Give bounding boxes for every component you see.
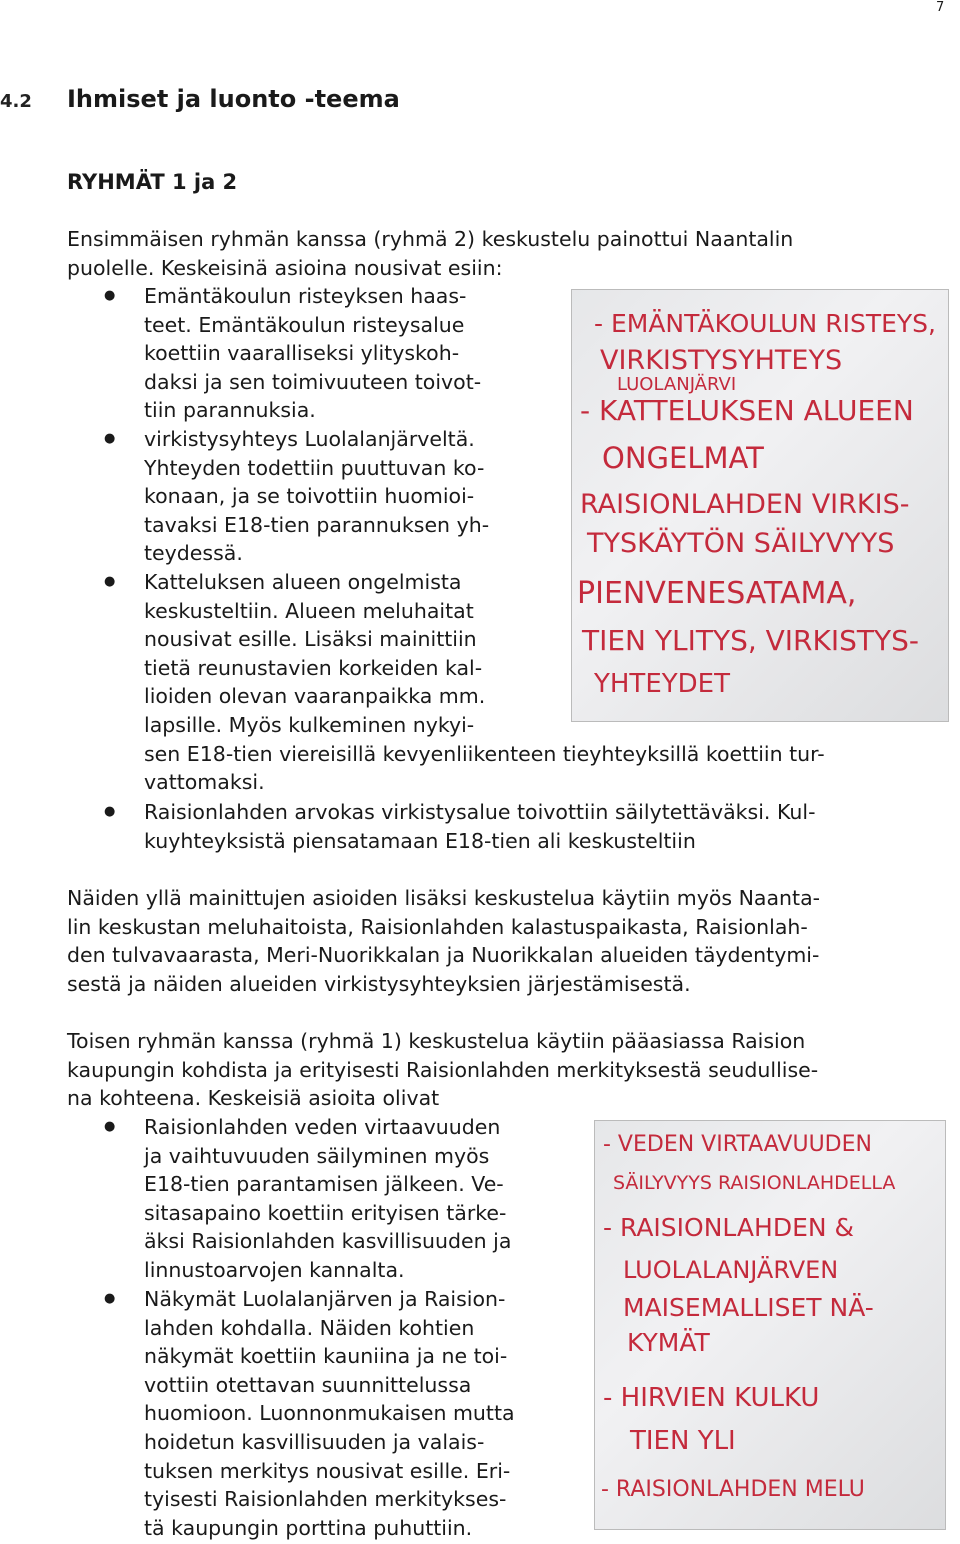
- handwriting-line: ONGELMAT: [602, 441, 764, 475]
- list-item: [144, 798, 815, 855]
- text-line: vattomaksi.: [144, 770, 265, 795]
- text-line: tavaksi E18-tien parannuksen yh-: [144, 512, 490, 537]
- text-line: keskusteltiin. Alueen meluhaitat: [144, 598, 474, 623]
- section-heading: [0, 84, 400, 117]
- handwriting-line: - EMÄNTÄKOULUN RISTEYS,: [594, 309, 936, 338]
- bullet: ●: [104, 804, 116, 819]
- group-subheading: RYHMÄT 1 ja 2: [67, 170, 238, 194]
- whiteboard-photo-2: [594, 1120, 946, 1530]
- bullet: ●: [104, 288, 116, 303]
- list-item: [144, 282, 481, 425]
- text-line: näkymät koettiin kauniina ja ne toi-: [144, 1344, 508, 1369]
- handwriting-line: - RAISIONLAHDEN &: [603, 1213, 855, 1242]
- text-line: linnustoarvojen kannalta.: [144, 1257, 405, 1282]
- text-line: teydessä.: [144, 541, 243, 566]
- text-line: nousivat esille. Lisäksi mainittiin: [144, 627, 477, 652]
- text-line: tietä reunustavien korkeiden kal-: [144, 655, 483, 680]
- paragraph-2: [67, 884, 947, 998]
- handwriting-line: TIEN YLI: [630, 1426, 736, 1456]
- text-line: na kohteena. Keskeisiä asioita olivat: [67, 1086, 440, 1111]
- text-line: koettiin vaaralliseksi ylityskoh-: [144, 341, 460, 366]
- section-title: Ihmiset ja luonto -teema: [67, 85, 400, 113]
- text-line: Raisionlahden veden virtaavuuden: [144, 1115, 501, 1139]
- handwriting-line: PIENVENESATAMA,: [577, 576, 857, 611]
- handwriting-line: YHTEYDET: [594, 669, 730, 699]
- handwriting-line: VIRKISTYSYHTEYS: [600, 345, 843, 376]
- text-line: E18-tien parantamisen jälkeen. Ve-: [144, 1172, 504, 1197]
- list-item: [144, 425, 489, 568]
- handwriting-line: - RAISIONLAHDEN MELU: [601, 1477, 865, 1502]
- handwriting-line: SÄILYVYYS RAISIONLAHDELLA: [613, 1172, 896, 1194]
- text-line: teet. Emäntäkoulun risteysalue: [144, 312, 465, 337]
- text-line: kaupungin kohdista ja erityisesti Raisionlahden merkityksestä seudullise-: [67, 1057, 819, 1082]
- text-line: lioiden olevan vaaranpaikka mm.: [144, 684, 486, 709]
- text-line: konaan, ja se toivottiin huomioi-: [144, 484, 475, 509]
- text-line: lahden kohdalla. Näiden kohtien: [144, 1315, 475, 1340]
- text-line: Toisen ryhmän kanssa (ryhmä 1) keskustelua käytiin pääasiassa Raision: [67, 1029, 806, 1053]
- handwriting-line: TYSKÄYTÖN SÄILYVYYS: [587, 528, 895, 559]
- text-line: Emäntäkoulun risteyksen haas-: [144, 284, 467, 308]
- text-line: den tulvavaarasta, Meri-Nuorikkalan ja Nuorikkalan alueiden täydentymi-: [67, 943, 820, 968]
- text-line: Näkymät Luolalanjärven ja Raision-: [144, 1287, 506, 1311]
- text-line: Ensimmäisen ryhmän kanssa (ryhmä 2) keskustelu painottui Naantalin: [67, 227, 794, 251]
- list-item: [144, 1285, 515, 1542]
- text-line: huomioon. Luonnonmukaisen mutta: [144, 1401, 515, 1426]
- handwriting-line: MAISEMALLISET NÄ-: [623, 1293, 874, 1322]
- handwriting-line: LUOLALANJÄRVEN: [623, 1256, 839, 1284]
- handwriting-line: - KATTELUKSEN ALUEEN: [580, 394, 914, 427]
- bullet: ●: [104, 1291, 116, 1306]
- text-line: sitasapaino koettiin erityisen tärke-: [144, 1200, 507, 1225]
- text-line: Raisionlahden arvokas virkistysalue toivottiin säilytettäväksi. Kul-: [144, 800, 816, 824]
- list-item: [144, 1113, 511, 1285]
- text-line: kuyhteyksistä piensatamaan E18-tien ali keskusteltiin: [144, 828, 696, 853]
- handwriting-line: - VEDEN VIRTAAVUUDEN: [603, 1132, 872, 1157]
- whiteboard-photo-1: [571, 289, 949, 722]
- text-line: tyisesti Raisionlahden merkitykses-: [144, 1487, 507, 1512]
- handwriting-line: LUOLANJÄRVI: [617, 374, 737, 395]
- text-line: tuksen merkitys nousivat esille. Eri-: [144, 1458, 511, 1483]
- page-number: 7: [936, 0, 945, 15]
- text-line: Näiden yllä mainittujen asioiden lisäksi keskustelua käytiin myös Naanta-: [67, 886, 821, 910]
- text-line: daksi ja sen toimivuuteen toivot-: [144, 369, 482, 394]
- text-line: sen E18-tien viereisillä kevyenliikenteen tieyhteyksillä koettiin tur-: [144, 741, 825, 766]
- text-line: Katteluksen alueen ongelmista: [144, 570, 462, 594]
- text-line: lapsille. Myös kulkeminen nykyi-: [144, 712, 475, 737]
- intro-paragraph: [67, 225, 947, 282]
- handwriting-line: KYMÄT: [627, 1328, 710, 1357]
- text-line: puolelle. Keskeisinä asioina nousivat esiin:: [67, 255, 503, 280]
- bullet: ●: [104, 431, 116, 446]
- handwriting-line: - HIRVIEN KULKU: [603, 1383, 820, 1413]
- handwriting-line: TIEN YLITYS, VIRKISTYS-: [582, 624, 919, 657]
- text-line: Yhteyden todettiin puuttuvan ko-: [144, 455, 485, 480]
- handwriting-line: RAISIONLAHDEN VIRKIS-: [580, 489, 910, 520]
- text-line: tä kaupungin porttina puhuttiin.: [144, 1515, 473, 1540]
- paragraph-3: [67, 1027, 947, 1113]
- text-line: virkistysyhteys Luolalanjärveltä.: [144, 427, 475, 451]
- text-line: lin keskustan meluhaitoista, Raisionlahden kalastuspaikasta, Raisionlah-: [67, 914, 808, 939]
- section-number: 4.2: [0, 91, 32, 112]
- bullet: ●: [104, 574, 116, 589]
- text-line: äksi Raisionlahden kasvillisuuden ja: [144, 1229, 512, 1254]
- text-line: sestä ja näiden alueiden virkistysyhteyksien järjestämisestä.: [67, 971, 691, 996]
- text-line: ja vaihtuvuuden säilyminen myös: [144, 1143, 490, 1168]
- text-line: tiin parannuksia.: [144, 398, 316, 423]
- text-line: vottiin otettavan suunnittelussa: [144, 1372, 472, 1397]
- text-line: hoidetun kasvillisuuden ja valais-: [144, 1429, 485, 1454]
- bullet: ●: [104, 1119, 116, 1134]
